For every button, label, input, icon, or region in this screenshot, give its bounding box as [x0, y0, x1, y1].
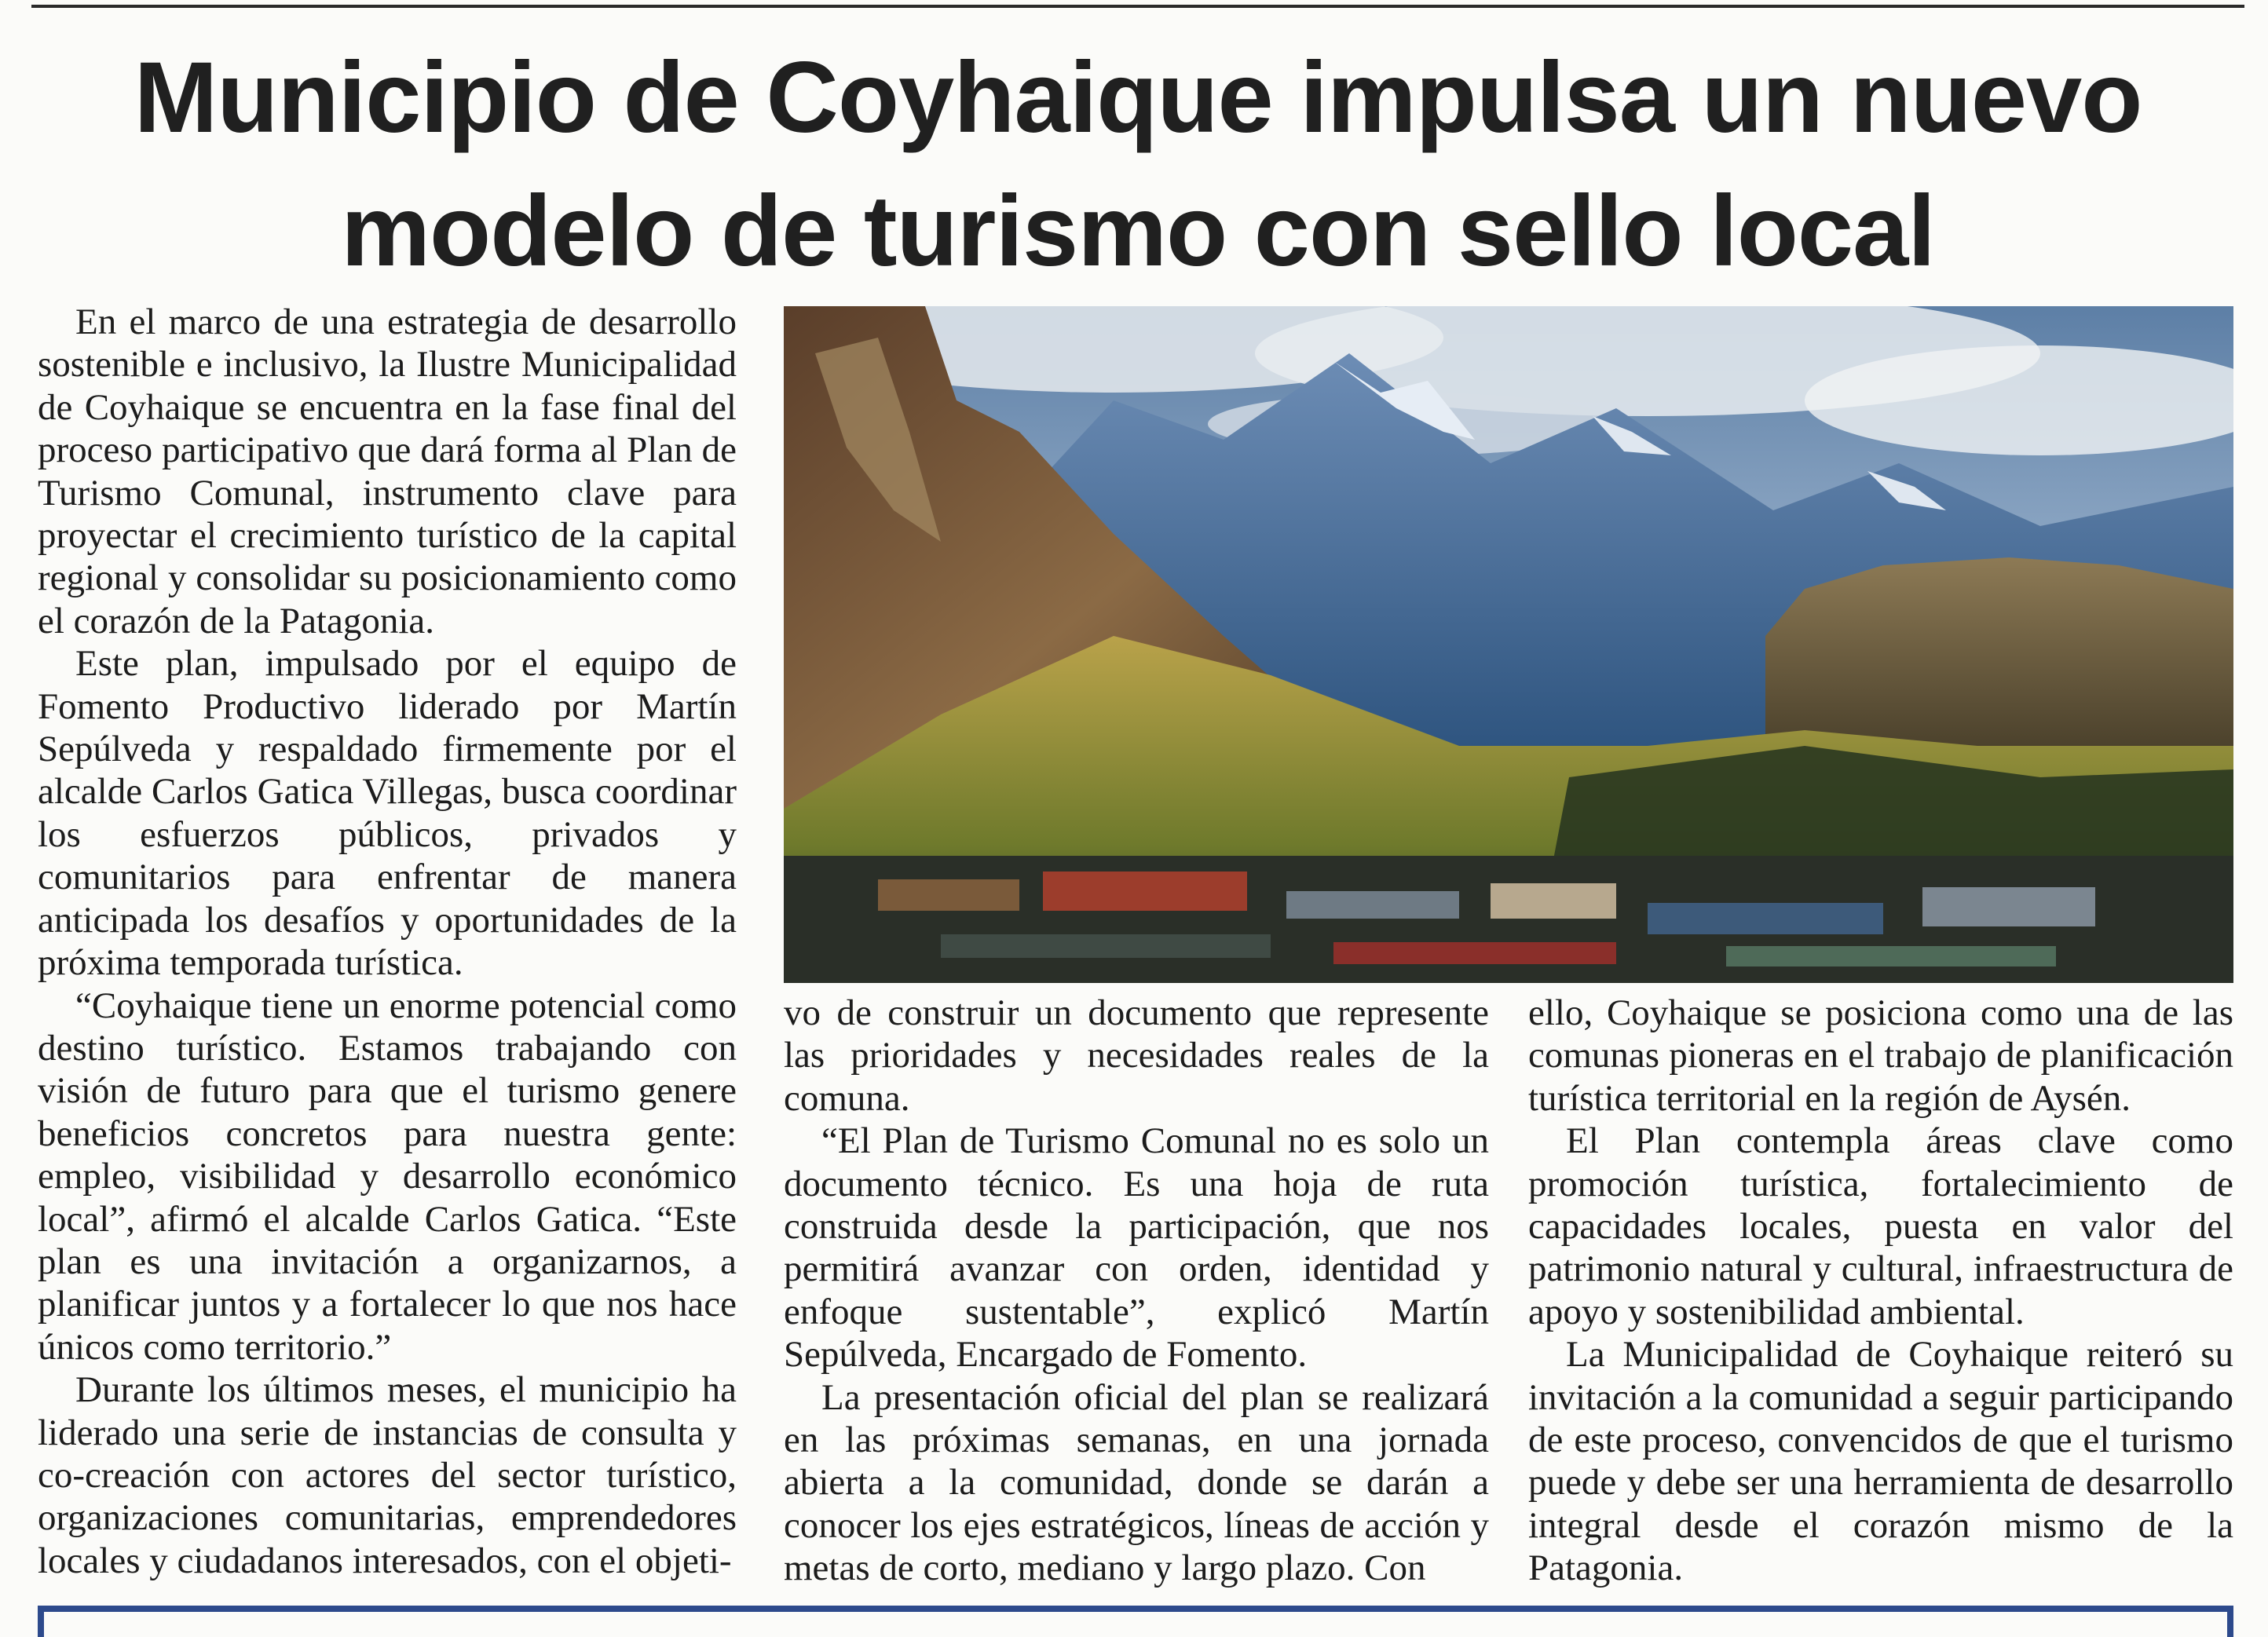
paragraph: “El Plan de Turismo Comunal no es solo un documento técnico. Es una hoja de ruta construida desde la participación, que nos permitirá avanzar con orden, identidad y enfoque sustentable”, explicó Martín Sepúlveda, Encargado de Fomento. [784, 1120, 1489, 1376]
article-column-1 [38, 301, 737, 1582]
paragraph: El Plan contempla áreas clave como promoción turística, fortalecimiento de capacidades locales, puesta en valor del patrimonio natural y cultural, infraestructura de apoyo y sostenibilidad ambiental. [1528, 1120, 2233, 1332]
paragraph: Este plan, impulsado por el equipo de Fomento Productivo liderado por Martín Sepúlveda y respaldado firmemente por el alcalde Carlos Gatica Villegas, busca coordinar los esfuerzos públicos, privados y comunitarios para enfrentar de manera anticipada los desafíos y oportunidades de la próxima temporada turística. [38, 643, 737, 984]
bottom-box-border [38, 1606, 2233, 1637]
article-column-2 [784, 992, 1489, 1590]
landscape-photo [784, 306, 2233, 983]
paragraph: En el marco de una estrategia de desarrollo sostenible e inclusivo, la Ilustre Municipalidad de Coyhaique se encuentra en la fase final del proceso participativo que dará forma al Plan de Turismo Comunal, instrumento clave para proyectar el crecimiento turístico de la capital regional y consolidar su posicionamiento como el corazón de la Patagonia. [38, 301, 737, 641]
headline: Municipio de Coyhaique impulsa un nuevo modelo de turismo con sello local [134, 42, 2142, 287]
paragraph: ello, Coyhaique se posiciona como una de las comunas pioneras en el trabajo de planificación turística territorial en la región de Aysén. [1528, 992, 2233, 1119]
paragraph: vo de construir un documento que represente las prioridades y necesidades reales de la comuna. [784, 992, 1489, 1119]
paragraph: La presentación oficial del plan se realizará en las próximas semanas, en una jornada abierta a la comunidad, donde se darán a conocer los ejes estratégicos, líneas de acción y metas de corto, mediano y largo plazo. Con [784, 1376, 1489, 1589]
paragraph: La Municipalidad de Coyhaique reiteró su invitación a la comunidad a seguir participando de este proceso, convencidos de que el turismo puede y debe ser una herramienta de desarrollo integral desde el corazón mismo de la Patagonia. [1528, 1334, 2233, 1589]
paragraph: Durante los últimos meses, el municipio ha liderado una serie de instancias de consulta y co-creación con actores del sector turístico, organizaciones comunitarias, emprendedores locales y ciudadanos interesados, con el objeti- [38, 1369, 737, 1581]
paragraph: “Coyhaique tiene un enorme potencial como destino turístico. Estamos trabajando con visión de futuro para que el turismo genere beneficios concretos para nuestra gente: empleo, visibilidad y desarrollo económico local”, afirmó el alcalde Carlos Gatica. “Este plan es una invitación a organizarnos, a planificar juntos y a fortalecer lo que nos hace únicos como territorio.” [38, 985, 737, 1368]
mountain-valley-illustration [784, 306, 2233, 983]
top-rule [31, 5, 2244, 8]
article-column-3 [1528, 992, 2233, 1590]
